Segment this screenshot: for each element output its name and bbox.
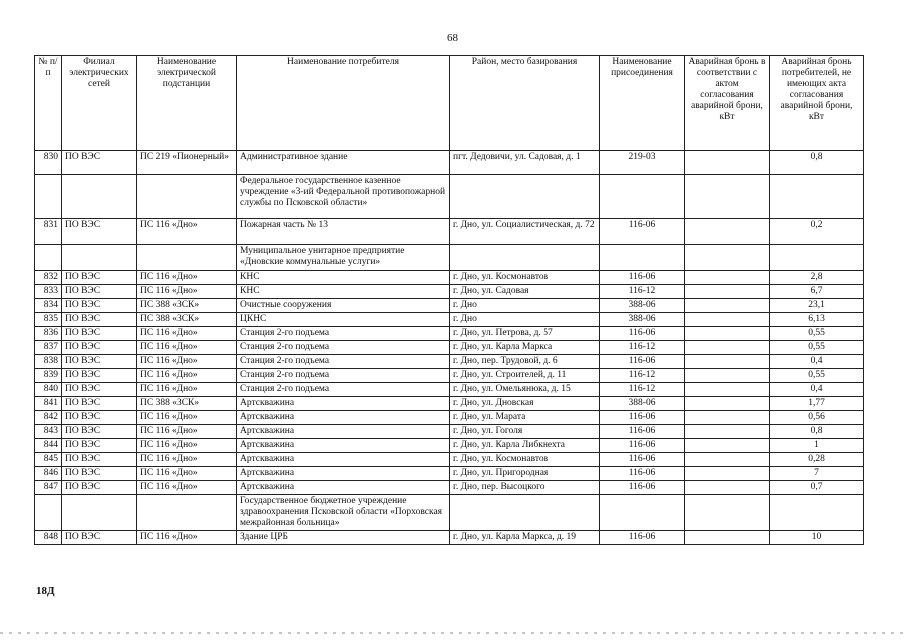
- table-row: [35, 285, 864, 299]
- cell-consumer: Артскважина: [237, 411, 450, 425]
- cell-substation: ПС 116 «Дно»: [137, 425, 237, 439]
- cell-consumer: Станция 2-го подъема: [237, 327, 450, 341]
- cell-substation: ПС 116 «Дно»: [137, 341, 237, 355]
- cell-consumer: Административное здание: [237, 151, 450, 175]
- cell-reserve-with-act: [685, 439, 770, 453]
- cell-branch: ПО ВЭС: [62, 313, 137, 327]
- cell-substation: ПС 116 «Дно»: [137, 453, 237, 467]
- cell-connection: 116-06: [600, 355, 685, 369]
- cell-reserve-with-act: [685, 219, 770, 245]
- cell-connection: 116-06: [600, 531, 685, 545]
- cell-consumer: КНС: [237, 271, 450, 285]
- cell-consumer: Артскважина: [237, 481, 450, 495]
- cell-reserve-without-act: 0,56: [770, 411, 864, 425]
- cell-substation: ПС 116 «Дно»: [137, 383, 237, 397]
- cell-branch: ПО ВЭС: [62, 341, 137, 355]
- cell-branch: ПО ВЭС: [62, 531, 137, 545]
- cell-consumer: Станция 2-го подъема: [237, 355, 450, 369]
- cell-reserve-without-act: 0,7: [770, 481, 864, 495]
- cell-connection: 116-06: [600, 219, 685, 245]
- cell-reserve-without-act: 0,2: [770, 219, 864, 245]
- cell-reserve-with-act: [685, 355, 770, 369]
- cell-reserve-without-act: 2,8: [770, 271, 864, 285]
- cell-connection: 116-06: [600, 453, 685, 467]
- cell-number: 836: [35, 327, 62, 341]
- table-body: [35, 151, 864, 545]
- cell-connection: [600, 245, 685, 271]
- cell-number: 833: [35, 285, 62, 299]
- cell-number: 843: [35, 425, 62, 439]
- cell-reserve-with-act: [685, 397, 770, 411]
- table-row: [35, 481, 864, 495]
- cell-branch: ПО ВЭС: [62, 383, 137, 397]
- cell-number: 832: [35, 271, 62, 285]
- cell-reserve-with-act: [685, 327, 770, 341]
- table-row: [35, 327, 864, 341]
- cell-reserve-with-act: [685, 341, 770, 355]
- cell-reserve-without-act: 23,1: [770, 299, 864, 313]
- cell-reserve-with-act: [685, 411, 770, 425]
- cell-location: [450, 175, 600, 219]
- cell-location: г. Дно, ул. Петрова, д. 57: [450, 327, 600, 341]
- header-location: Район, место базирования: [450, 56, 600, 151]
- table-row: [35, 299, 864, 313]
- cell-number: 846: [35, 467, 62, 481]
- cell-number: 845: [35, 453, 62, 467]
- cell-number: 834: [35, 299, 62, 313]
- cell-branch: [62, 175, 137, 219]
- cell-connection: 116-12: [600, 341, 685, 355]
- cell-substation: ПС 116 «Дно»: [137, 327, 237, 341]
- footer-code: 18Д: [36, 585, 55, 597]
- cell-location: г. Дно, ул. Космонавтов: [450, 271, 600, 285]
- cell-substation: ПС 388 «ЗСК»: [137, 397, 237, 411]
- cell-location: г. Дно, ул. Садовая: [450, 285, 600, 299]
- cell-consumer: Муниципальное унитарное предприятие «Дновские коммунальные услуги»: [237, 245, 450, 271]
- cell-connection: 116-06: [600, 327, 685, 341]
- cell-connection: 388-06: [600, 299, 685, 313]
- cell-location: г. Дно, ул. Карла Маркса: [450, 341, 600, 355]
- emergency-reserve-table: [34, 55, 864, 545]
- cell-number: 839: [35, 369, 62, 383]
- cell-reserve-with-act: [685, 481, 770, 495]
- cell-reserve-without-act: 10: [770, 531, 864, 545]
- cell-branch: ПО ВЭС: [62, 219, 137, 245]
- cell-consumer: Федеральное государственное казенное учреждение «3-ий Федеральной противопожарной службы по Псковской области»: [237, 175, 450, 219]
- cell-connection: 116-12: [600, 369, 685, 383]
- cell-reserve-with-act: [685, 313, 770, 327]
- cell-number: 837: [35, 341, 62, 355]
- cell-location: г. Дно, ул. Гоголя: [450, 425, 600, 439]
- cell-connection: 116-06: [600, 271, 685, 285]
- cell-substation: ПС 388 «ЗСК»: [137, 313, 237, 327]
- cell-reserve-with-act: [685, 369, 770, 383]
- cell-branch: [62, 245, 137, 271]
- cell-location: [450, 495, 600, 531]
- cell-substation: ПС 116 «Дно»: [137, 369, 237, 383]
- cell-substation: ПС 116 «Дно»: [137, 439, 237, 453]
- cell-branch: ПО ВЭС: [62, 425, 137, 439]
- cell-substation: ПС 116 «Дно»: [137, 411, 237, 425]
- cell-number: 838: [35, 355, 62, 369]
- table-row: [35, 383, 864, 397]
- table-group-row: [35, 175, 864, 219]
- cell-branch: ПО ВЭС: [62, 271, 137, 285]
- cell-reserve-without-act: [770, 245, 864, 271]
- cell-connection: 116-12: [600, 383, 685, 397]
- cell-connection: 116-06: [600, 439, 685, 453]
- table-row: [35, 219, 864, 245]
- cell-consumer: Станция 2-го подъема: [237, 369, 450, 383]
- table-row: [35, 425, 864, 439]
- cell-reserve-without-act: [770, 175, 864, 219]
- cell-reserve-without-act: 0,55: [770, 341, 864, 355]
- cell-branch: ПО ВЭС: [62, 439, 137, 453]
- cell-location: г. Дно, ул. Дновская: [450, 397, 600, 411]
- table-row: [35, 397, 864, 411]
- cell-reserve-without-act: [770, 495, 864, 531]
- cell-consumer: Пожарная часть № 13: [237, 219, 450, 245]
- cell-reserve-with-act: [685, 495, 770, 531]
- cell-reserve-with-act: [685, 151, 770, 175]
- cell-location: г. Дно, ул. Марата: [450, 411, 600, 425]
- cell-consumer: Станция 2-го подъема: [237, 383, 450, 397]
- cell-location: г. Дно, пер. Высоцкого: [450, 481, 600, 495]
- table-row: [35, 531, 864, 545]
- cell-branch: ПО ВЭС: [62, 467, 137, 481]
- table-group-row: [35, 495, 864, 531]
- cell-location: г. Дно, ул. Омельянюка, д. 15: [450, 383, 600, 397]
- header-number: № п/п: [35, 56, 62, 151]
- cell-branch: [62, 495, 137, 531]
- cell-number: [35, 245, 62, 271]
- cell-reserve-with-act: [685, 425, 770, 439]
- cell-number: 830: [35, 151, 62, 175]
- cell-reserve-with-act: [685, 271, 770, 285]
- cell-location: г. Дно, ул. Карла Маркса, д. 19: [450, 531, 600, 545]
- cell-consumer: Артскважина: [237, 439, 450, 453]
- cell-number: 844: [35, 439, 62, 453]
- cell-connection: 219-03: [600, 151, 685, 175]
- cell-reserve-with-act: [685, 175, 770, 219]
- cell-reserve-without-act: 6,7: [770, 285, 864, 299]
- cell-location: г. Дно: [450, 299, 600, 313]
- cell-branch: ПО ВЭС: [62, 411, 137, 425]
- table-row: [35, 355, 864, 369]
- header-consumer: Наименование потребителя: [237, 56, 450, 151]
- cell-consumer: Артскважина: [237, 453, 450, 467]
- cell-substation: [137, 495, 237, 531]
- cell-location: г. Дно: [450, 313, 600, 327]
- cell-branch: ПО ВЭС: [62, 299, 137, 313]
- cell-connection: 116-06: [600, 411, 685, 425]
- table-row: [35, 151, 864, 175]
- cell-reserve-without-act: 0,28: [770, 453, 864, 467]
- cell-branch: ПО ВЭС: [62, 355, 137, 369]
- cell-number: 842: [35, 411, 62, 425]
- cell-consumer: Очистные сооружения: [237, 299, 450, 313]
- cell-connection: 388-06: [600, 313, 685, 327]
- cell-substation: ПС 388 «ЗСК»: [137, 299, 237, 313]
- cell-reserve-with-act: [685, 531, 770, 545]
- page-number: 68: [447, 32, 458, 44]
- cell-substation: ПС 116 «Дно»: [137, 271, 237, 285]
- cell-location: г. Дно, ул. Космонавтов: [450, 453, 600, 467]
- cell-reserve-with-act: [685, 245, 770, 271]
- cell-substation: ПС 116 «Дно»: [137, 355, 237, 369]
- table-row: [35, 341, 864, 355]
- cell-consumer: Артскважина: [237, 467, 450, 481]
- cell-location: г. Дно, ул. Строителей, д. 11: [450, 369, 600, 383]
- cell-connection: 116-06: [600, 481, 685, 495]
- cell-location: г. Дно, пер. Трудовой, д. 6: [450, 355, 600, 369]
- cell-location: г. Дно, ул. Пригородная: [450, 467, 600, 481]
- cell-reserve-without-act: 1: [770, 439, 864, 453]
- table-row: [35, 271, 864, 285]
- cell-location: [450, 245, 600, 271]
- cell-location: пгт. Дедовичи, ул. Садовая, д. 1: [450, 151, 600, 175]
- cell-number: 847: [35, 481, 62, 495]
- table-row: [35, 439, 864, 453]
- cell-substation: ПС 116 «Дно»: [137, 481, 237, 495]
- cell-reserve-without-act: 7: [770, 467, 864, 481]
- cell-location: г. Дно, ул. Социалистическая, д. 72: [450, 219, 600, 245]
- cell-number: 835: [35, 313, 62, 327]
- cell-substation: ПС 116 «Дно»: [137, 285, 237, 299]
- cell-reserve-with-act: [685, 383, 770, 397]
- cell-reserve-without-act: 0,55: [770, 369, 864, 383]
- cell-connection: 388-06: [600, 397, 685, 411]
- cell-reserve-without-act: 0,8: [770, 151, 864, 175]
- table-row: [35, 369, 864, 383]
- cell-reserve-without-act: 1,77: [770, 397, 864, 411]
- cell-substation: [137, 245, 237, 271]
- cell-branch: ПО ВЭС: [62, 369, 137, 383]
- cell-branch: ПО ВЭС: [62, 285, 137, 299]
- cell-number: 841: [35, 397, 62, 411]
- cell-consumer: Артскважина: [237, 397, 450, 411]
- cell-reserve-with-act: [685, 285, 770, 299]
- cell-reserve-without-act: 0,55: [770, 327, 864, 341]
- cell-connection: [600, 495, 685, 531]
- cell-branch: ПО ВЭС: [62, 453, 137, 467]
- cell-number: [35, 495, 62, 531]
- cell-reserve-with-act: [685, 453, 770, 467]
- cell-location: г. Дно, ул. Карла Либкнехта: [450, 439, 600, 453]
- cell-connection: 116-12: [600, 285, 685, 299]
- table-row: [35, 453, 864, 467]
- cell-consumer: Станция 2-го подъема: [237, 341, 450, 355]
- cell-number: 831: [35, 219, 62, 245]
- cell-consumer: ЦКНС: [237, 313, 450, 327]
- cell-consumer: Здание ЦРБ: [237, 531, 450, 545]
- header-branch: Филиал электрических сетей: [62, 56, 137, 151]
- table-header-row: [35, 56, 864, 151]
- cell-branch: ПО ВЭС: [62, 481, 137, 495]
- cell-connection: 116-06: [600, 467, 685, 481]
- table-row: [35, 467, 864, 481]
- cell-reserve-without-act: 0,4: [770, 355, 864, 369]
- cell-branch: ПО ВЭС: [62, 151, 137, 175]
- cell-consumer: Артскважина: [237, 425, 450, 439]
- table-row: [35, 313, 864, 327]
- table-group-row: [35, 245, 864, 271]
- cell-branch: ПО ВЭС: [62, 327, 137, 341]
- cell-substation: ПС 116 «Дно»: [137, 219, 237, 245]
- cell-consumer: Государственное бюджетное учреждение здравоохранения Псковской области «Порховская межрайонная больница»: [237, 495, 450, 531]
- cell-substation: [137, 175, 237, 219]
- cell-connection: [600, 175, 685, 219]
- cell-reserve-without-act: 0,4: [770, 383, 864, 397]
- cell-number: [35, 175, 62, 219]
- header-reserve-with-act: Аварийная бронь в соответствии с актом согласования аварийной брони, кВт: [685, 56, 770, 151]
- cell-consumer: КНС: [237, 285, 450, 299]
- cell-reserve-without-act: 0,8: [770, 425, 864, 439]
- table-row: [35, 411, 864, 425]
- cell-substation: ПС 219 «Пионерный»: [137, 151, 237, 175]
- scan-artifact-line: [0, 632, 905, 634]
- cell-reserve-with-act: [685, 467, 770, 481]
- cell-number: 840: [35, 383, 62, 397]
- cell-connection: 116-06: [600, 425, 685, 439]
- cell-substation: ПС 116 «Дно»: [137, 531, 237, 545]
- cell-number: 848: [35, 531, 62, 545]
- header-reserve-without-act: Аварийная бронь потребителей, не имеющих акта согласования аварийной брони, кВт: [770, 56, 864, 151]
- header-substation: Наименование электрической подстанции: [137, 56, 237, 151]
- cell-branch: ПО ВЭС: [62, 397, 137, 411]
- cell-reserve-with-act: [685, 299, 770, 313]
- cell-substation: ПС 116 «Дно»: [137, 467, 237, 481]
- cell-reserve-without-act: 6,13: [770, 313, 864, 327]
- header-connection: Наименование присоединения: [600, 56, 685, 151]
